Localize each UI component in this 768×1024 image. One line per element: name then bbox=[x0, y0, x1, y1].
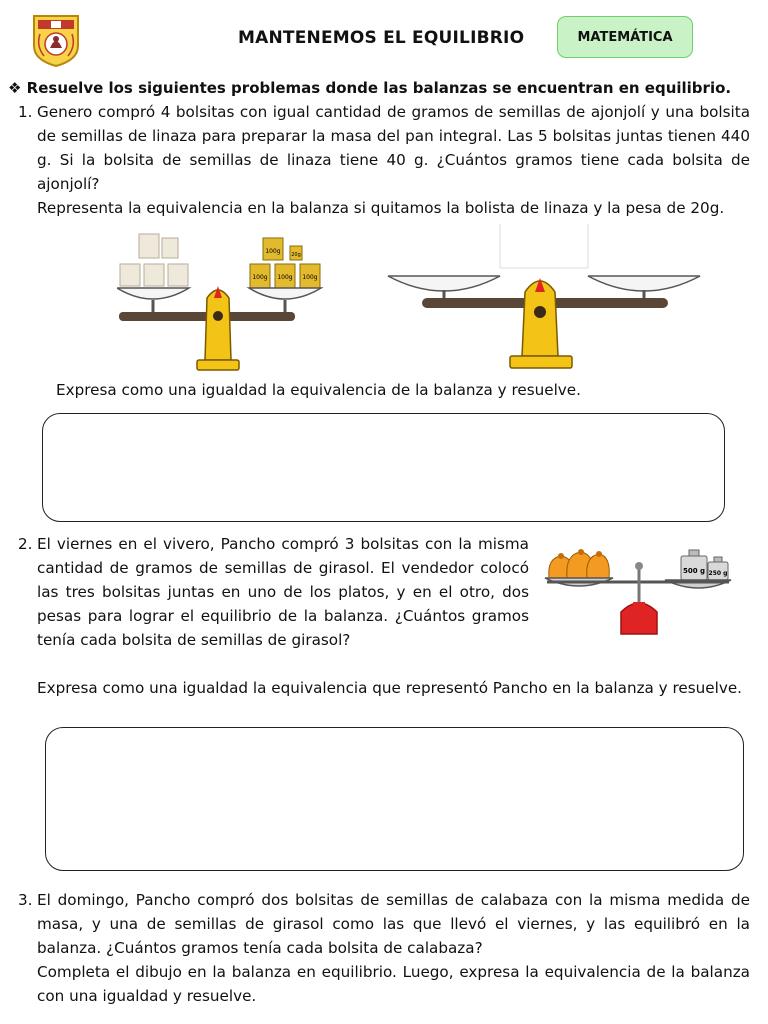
empty-balance-scale bbox=[382, 222, 704, 374]
weight-label: 100g bbox=[265, 248, 281, 255]
seed-bag-icon bbox=[120, 234, 188, 286]
weight-label: 100g bbox=[277, 274, 293, 281]
answer-box-1[interactable] bbox=[42, 413, 725, 522]
problem-3-number: 3. bbox=[18, 891, 33, 909]
subject-badge: MATEMÁTICA bbox=[557, 16, 693, 58]
weight-label: 100g bbox=[252, 274, 268, 281]
weight-label: 250 g bbox=[708, 570, 728, 577]
problem-1-number: 1. bbox=[18, 103, 33, 121]
problem-1-task: Representa la equivalencia en la balanza si quitamos la bolista de linaza y la pesa de 20g. bbox=[37, 199, 725, 217]
problem-1-prompt: Expresa como una igualdad la equivalencia de la balanza y resuelve. bbox=[56, 381, 581, 399]
problem-2-task: Expresa como una igualdad la equivalencia que representó Pancho en la balanza y resuelve. bbox=[37, 679, 743, 697]
school-crest-icon bbox=[30, 12, 82, 68]
balance-scale-with-weights bbox=[117, 228, 329, 374]
problem-2-number: 2. bbox=[18, 535, 33, 553]
answer-box-2[interactable] bbox=[45, 727, 744, 871]
problem-3-text: El domingo, Pancho compró dos bolsitas de semillas de calabaza con la misma medida de masa, y una de semillas de girasol como las que llevó el viernes, y las equilibró en la balanza. ¿Cuántos gramos tenía cada bolsita de calabaza? bbox=[37, 891, 750, 957]
instruction: ❖ Resuelve los siguientes problemas donde las balanzas se encuentran en equilibrio. bbox=[8, 79, 732, 97]
weight-label: 100g bbox=[302, 274, 318, 281]
problem-3-task: Completa el dibujo en la balanza en equilibrio. Luego, expresa la equivalencia de la balanza con una igualdad y resuelve. bbox=[37, 963, 750, 1005]
weight-label: 500 g bbox=[682, 567, 706, 575]
problem-1-text: Genero compró 4 bolsitas con igual cantidad de gramos de semillas de ajonjolí y una bolsita de semillas de linaza para preparar la masa del pan integral. Las 5 bolsitas juntas tienen 440 g. Si la bolsita de semillas de linaza tiene 40 g. ¿Cuántos gramos tiene cada bolsita de ajonjolí? bbox=[37, 103, 750, 193]
balance-scale-girasol bbox=[543, 540, 733, 640]
problem-2-text: El viernes en el vivero, Pancho compró 3 bolsitas con la misma cantidad de gramos de semillas de girasol. El vendedor colocó las tres bolsitas juntas en uno de los platos, y en el otro, dos pesas para lograr el equilibrio de la balanza. ¿Cuántos gramos tenía cada bolsita de semillas de girasol? bbox=[37, 535, 529, 649]
page-title: MANTENEMOS EL EQUILIBRIO bbox=[238, 28, 525, 48]
weight-label: 20g bbox=[291, 252, 301, 258]
